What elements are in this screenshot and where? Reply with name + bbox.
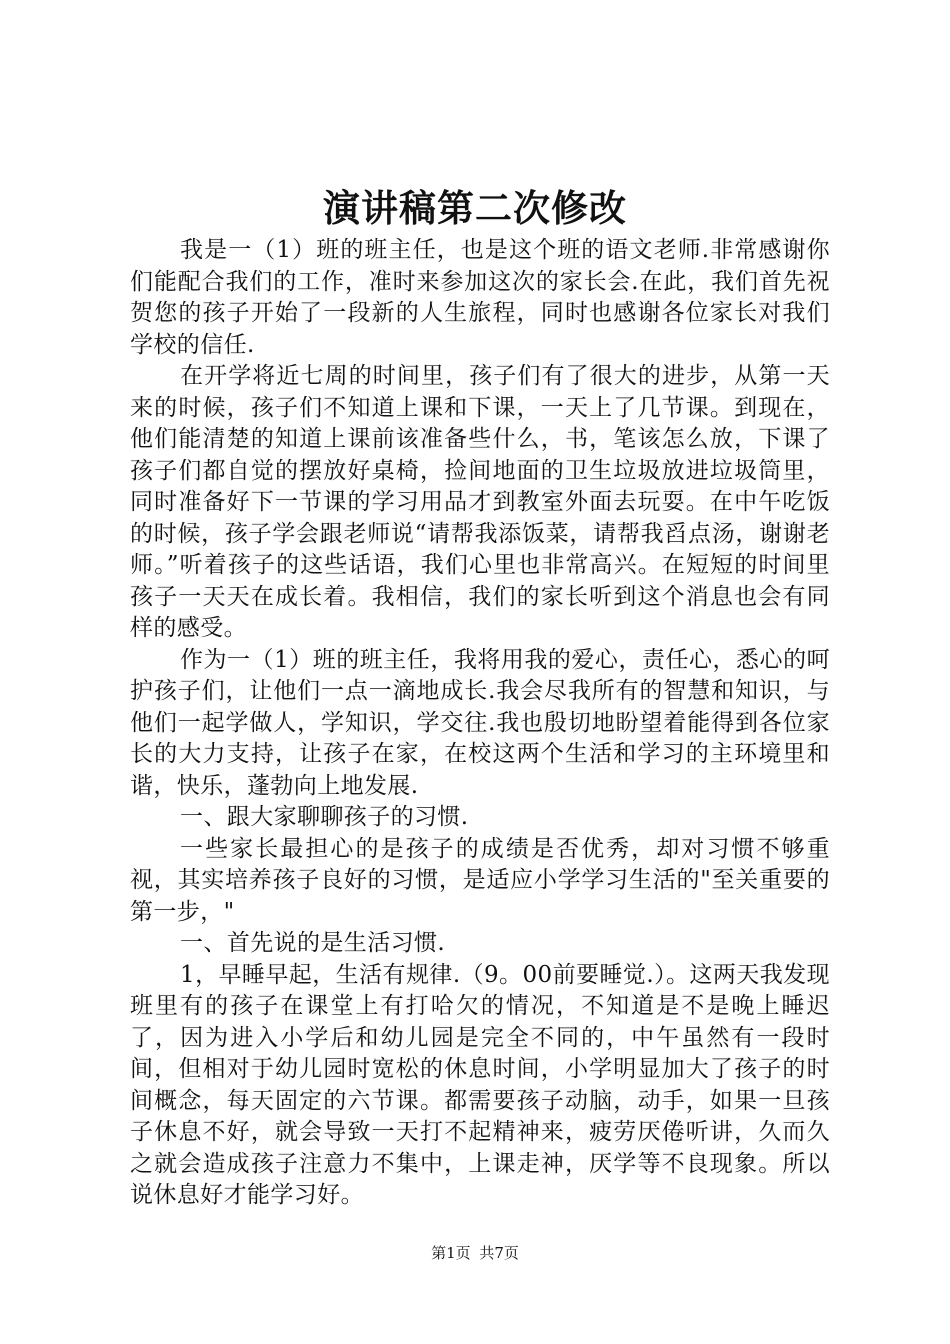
section-heading-life-habits: 一、首先说的是生活习惯. [180,930,446,956]
paragraph-greeting: 我是一（1）班的班主任，也是这个班的语文老师.非常感谢你们能配合我们的工作，准时来参加这次的家长会.在此，我们首先祝贺您的孩子开始了一段新的人生旅程，同时也感谢各位家长对我们学校的信任. [130,237,830,358]
page-number-footer: 第1页 共7页 [431,1244,519,1262]
paragraph-habits-intro: 一些家长最担心的是孩子的成绩是否优秀，却对习惯不够重视，其实培养孩子良好的习惯，是适应小学学习生活的"至关重要的第一步，" [130,835,830,925]
paragraph-commitment: 作为一（1）班的班主任，我将用我的爱心，责任心，悉心的呵护孩子们，让他们一点一滴地成长.我会尽我所有的智慧和知识，与他们一起学做人，学知识，学交往.我也殷切地盼望着能得到各位家长的大力支持，让孩子在家，在校这两个生活和学习的主环境里和谐，快乐，蓬勃向上地发展. [130,646,830,799]
document-title: 演讲稿第二次修改 [323,186,627,230]
paragraph-progress: 在开学将近七周的时间里，孩子们有了很大的进步，从第一天来的时候，孩子们不知道上课和下课，一天上了几节课。到现在，他们能清楚的知道上课前该准备些什么，书，笔该怎么放，下课了孩子们都自觉的摆放好桌椅，捡间地面的卫生垃圾放进垃圾筒里，同时准备好下一节课的学习用品才到教室外面去玩耍。在中午吃饭的时候，孩子学会跟老师说“请帮我添饭菜，请帮我舀点汤，谢谢老师。”听着孩子的这些话语，我们心里也非常高兴。在短短的时间里孩子一天天在成长着。我相信，我们的家长听到这个消息也会有同样的感受。 [130,363,830,641]
document-body [130,235,830,1212]
section-heading-habits: 一、跟大家聊聊孩子的习惯. [180,804,469,830]
paragraph-sleep-early: 1，早睡早起，生活有规律.（9。00前要睡觉.）。这两天我发现班里有的孩子在课堂上有打哈欠的情况，不知道是不是晚上睡迟了，因为进入小学后和幼儿园是完全不同的，中午虽然有一段时间，但相对于幼儿园时宽松的休息时间，小学明显加大了孩子的时间概念，每天固定的六节课。都需要孩子动脑，动手，如果一旦孩子休息不好，就会导致一天打不起精神来，疲劳厌倦听讲，久而久之就会造成孩子注意力不集中，上课走神，厌学等不良现象。所以说休息好才能学习好。 [130,961,830,1208]
